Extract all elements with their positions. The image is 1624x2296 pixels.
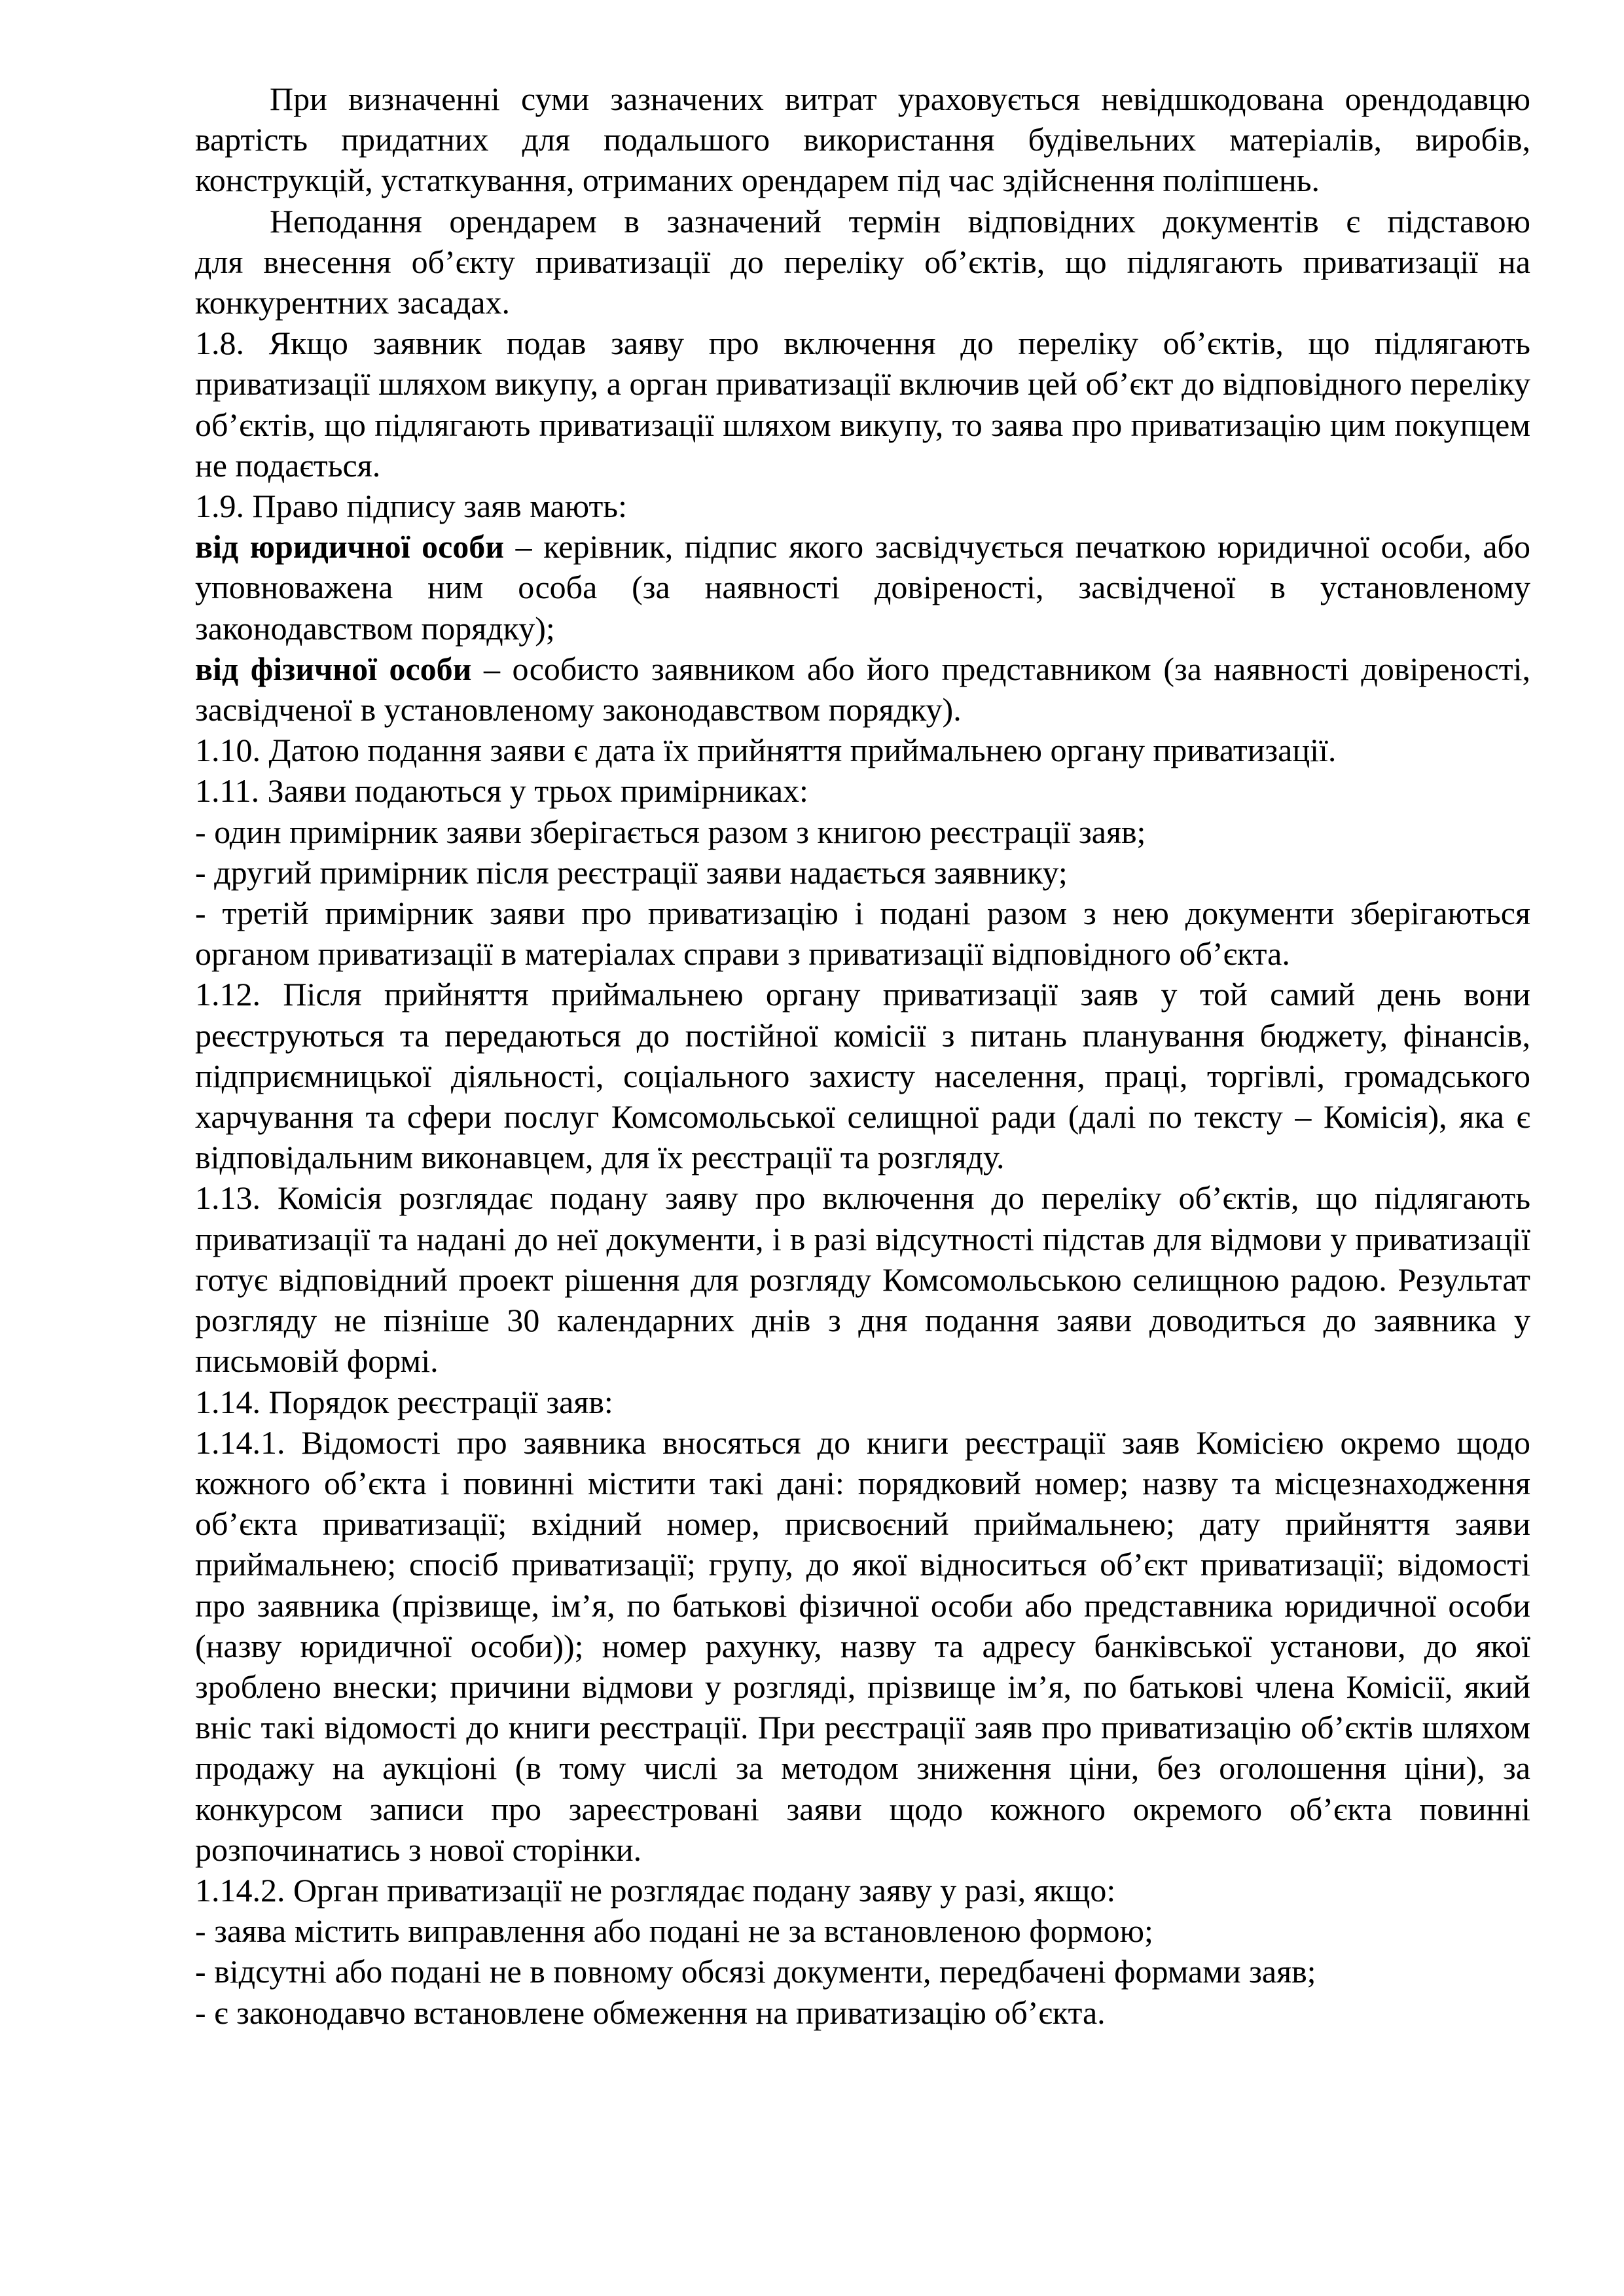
paragraph-1-11: 1.11. Заяви подаються у трьох примірниках: xyxy=(195,772,808,810)
legal-entity-label: від юридичної особи xyxy=(195,528,505,565)
paragraph-1-14-2: 1.14.2. Орган приватизації не розглядає подану заяву у разі, якщо: xyxy=(195,1871,1116,1909)
paragraph-1-9: 1.9. Право підпису заяв мають: xyxy=(195,488,627,525)
paragraph-1-14-1: 1.14.1. Відомості про заявника вносяться до книги реєстрації заяв Комісією окремо щодо кожного об’єкта і повинні містити такі дані: порядковий номер; назву та місцезнаходження об’єкта приватизації; вхідний номер, присвоєний приймальнею; дату прийняття заяви приймальнею; спосіб приватизації; групу, до якої відноситься об’єкт приватизації; відомості про заявника (прізвище, ім’я, по батькові фізичної особи або представника юридичної особи (назву юридичної особи)); номер рахунку, назву та адресу банківської установи, до якої зроблено внески; причини відмови у розгляді, прізвище ім’я, по батькові члена Комісії, який вніс такі відомості до книги реєстрації. При реєстрації заяв про приватизацію об’єктів шляхом продажу на аукціоні (в тому числі за методом зниження ціни, без оголошення ціни), за конкурсом записи про зареєстровані заяви щодо кожного окремого об’єкта повинні розпочинатись з нової сторінки. xyxy=(195,1424,1530,1868)
list-item-copy-two: - другий примірник після реєстрації заяви надається заявнику; xyxy=(195,853,1068,891)
list-item-copy-three: - третій примірник заяви про приватизацію і подані разом з нею документи зберігаються органом приватизації в матеріалах справи з приватизації відповідного об’єкта. xyxy=(195,895,1530,973)
individual-text: – особисто заявником або його представником (за наявності довіреності, засвідченої в установленому законодавством порядку). xyxy=(195,650,1530,728)
paragraph-1-12: 1.12. Після прийняття приймальнею органу приватизації заяв у той самий день вони реєструються та передаються до постійної комісії з питань планування бюджету, фінансів, підприємницької діяльності, соціального захисту населення, праці, торгівлі, громадського харчування та сфери послуг Комсомольської селищної ради (далі по тексту – Комісія), яка є відповідальним виконавцем, для їх реєстрації та розгляду. xyxy=(195,976,1530,1176)
paragraph-non-submission-first-line: Неподання орендарем в зазначений термін відповідних документів є підставою xyxy=(270,202,1530,240)
paragraph-legal-entity xyxy=(195,526,1530,649)
list-item-copy-one: - один примірник заяви зберігається разом з книгою реєстрації заяв; xyxy=(195,813,1146,850)
legal-entity-text: – керівник, підпис якого засвідчується печаткою юридичної особи, або уповноважена ним особа (за наявності довіреності, засвідченої в установленому законодавством порядку); xyxy=(195,528,1530,647)
paragraph-1-10: 1.10. Датою подання заяви є дата їх прийняття приймальнею органу приватизації. xyxy=(195,732,1337,769)
paragraph-costs: При визначенні суми зазначених витрат ураховується невідшкодована орендодавцю вартість придатних для подальшого використання будівельних матеріалів, виробів, конструкцій, устаткування, отриманих орендарем під час здійснення поліпшень. xyxy=(195,81,1530,199)
individual-label: від фізичної особи xyxy=(195,650,472,687)
paragraph-non-submission-rest: для внесення об’єкту приватизації до переліку об’єктів, що підлягають приватизації на конкурентних засадах. xyxy=(195,243,1530,321)
document-page xyxy=(195,79,1530,2033)
list-item-legal-restriction: - є законодавчо встановлене обмеження на приватизацію об’єкта. xyxy=(195,1994,1106,2031)
list-item-missing-documents: - відсутні або подані не в повному обсязі документи, передбачені формами заяв; xyxy=(195,1953,1316,1990)
paragraph-1-14: 1.14. Порядок реєстрації заяв: xyxy=(195,1383,613,1420)
paragraph-individual xyxy=(195,649,1530,730)
paragraph-1-8: 1.8. Якщо заявник подав заяву про включення до переліку об’єктів, що підлягають приватизації шляхом викупу, а орган приватизації включив цей об’єкт до відповідного переліку об’єктів, що підлягають приватизації шляхом викупу, то заява про приватизацію цим покупцем не подається. xyxy=(195,325,1530,484)
list-item-corrections: - заява містить виправлення або подані не за встановленою формою; xyxy=(195,1912,1153,1950)
paragraph-1-13: 1.13. Комісія розглядає подану заяву про включення до переліку об’єктів, що підлягають приватизації та надані до неї документи, і в разі відсутності підстав для відмови у приватизації готує відповідний проект рішення для розгляду Комсомольською селищною радою. Результат розгляду не пізніше 30 календарних днів з дня подання заяви доводиться до заявника у письмовій формі. xyxy=(195,1179,1530,1380)
